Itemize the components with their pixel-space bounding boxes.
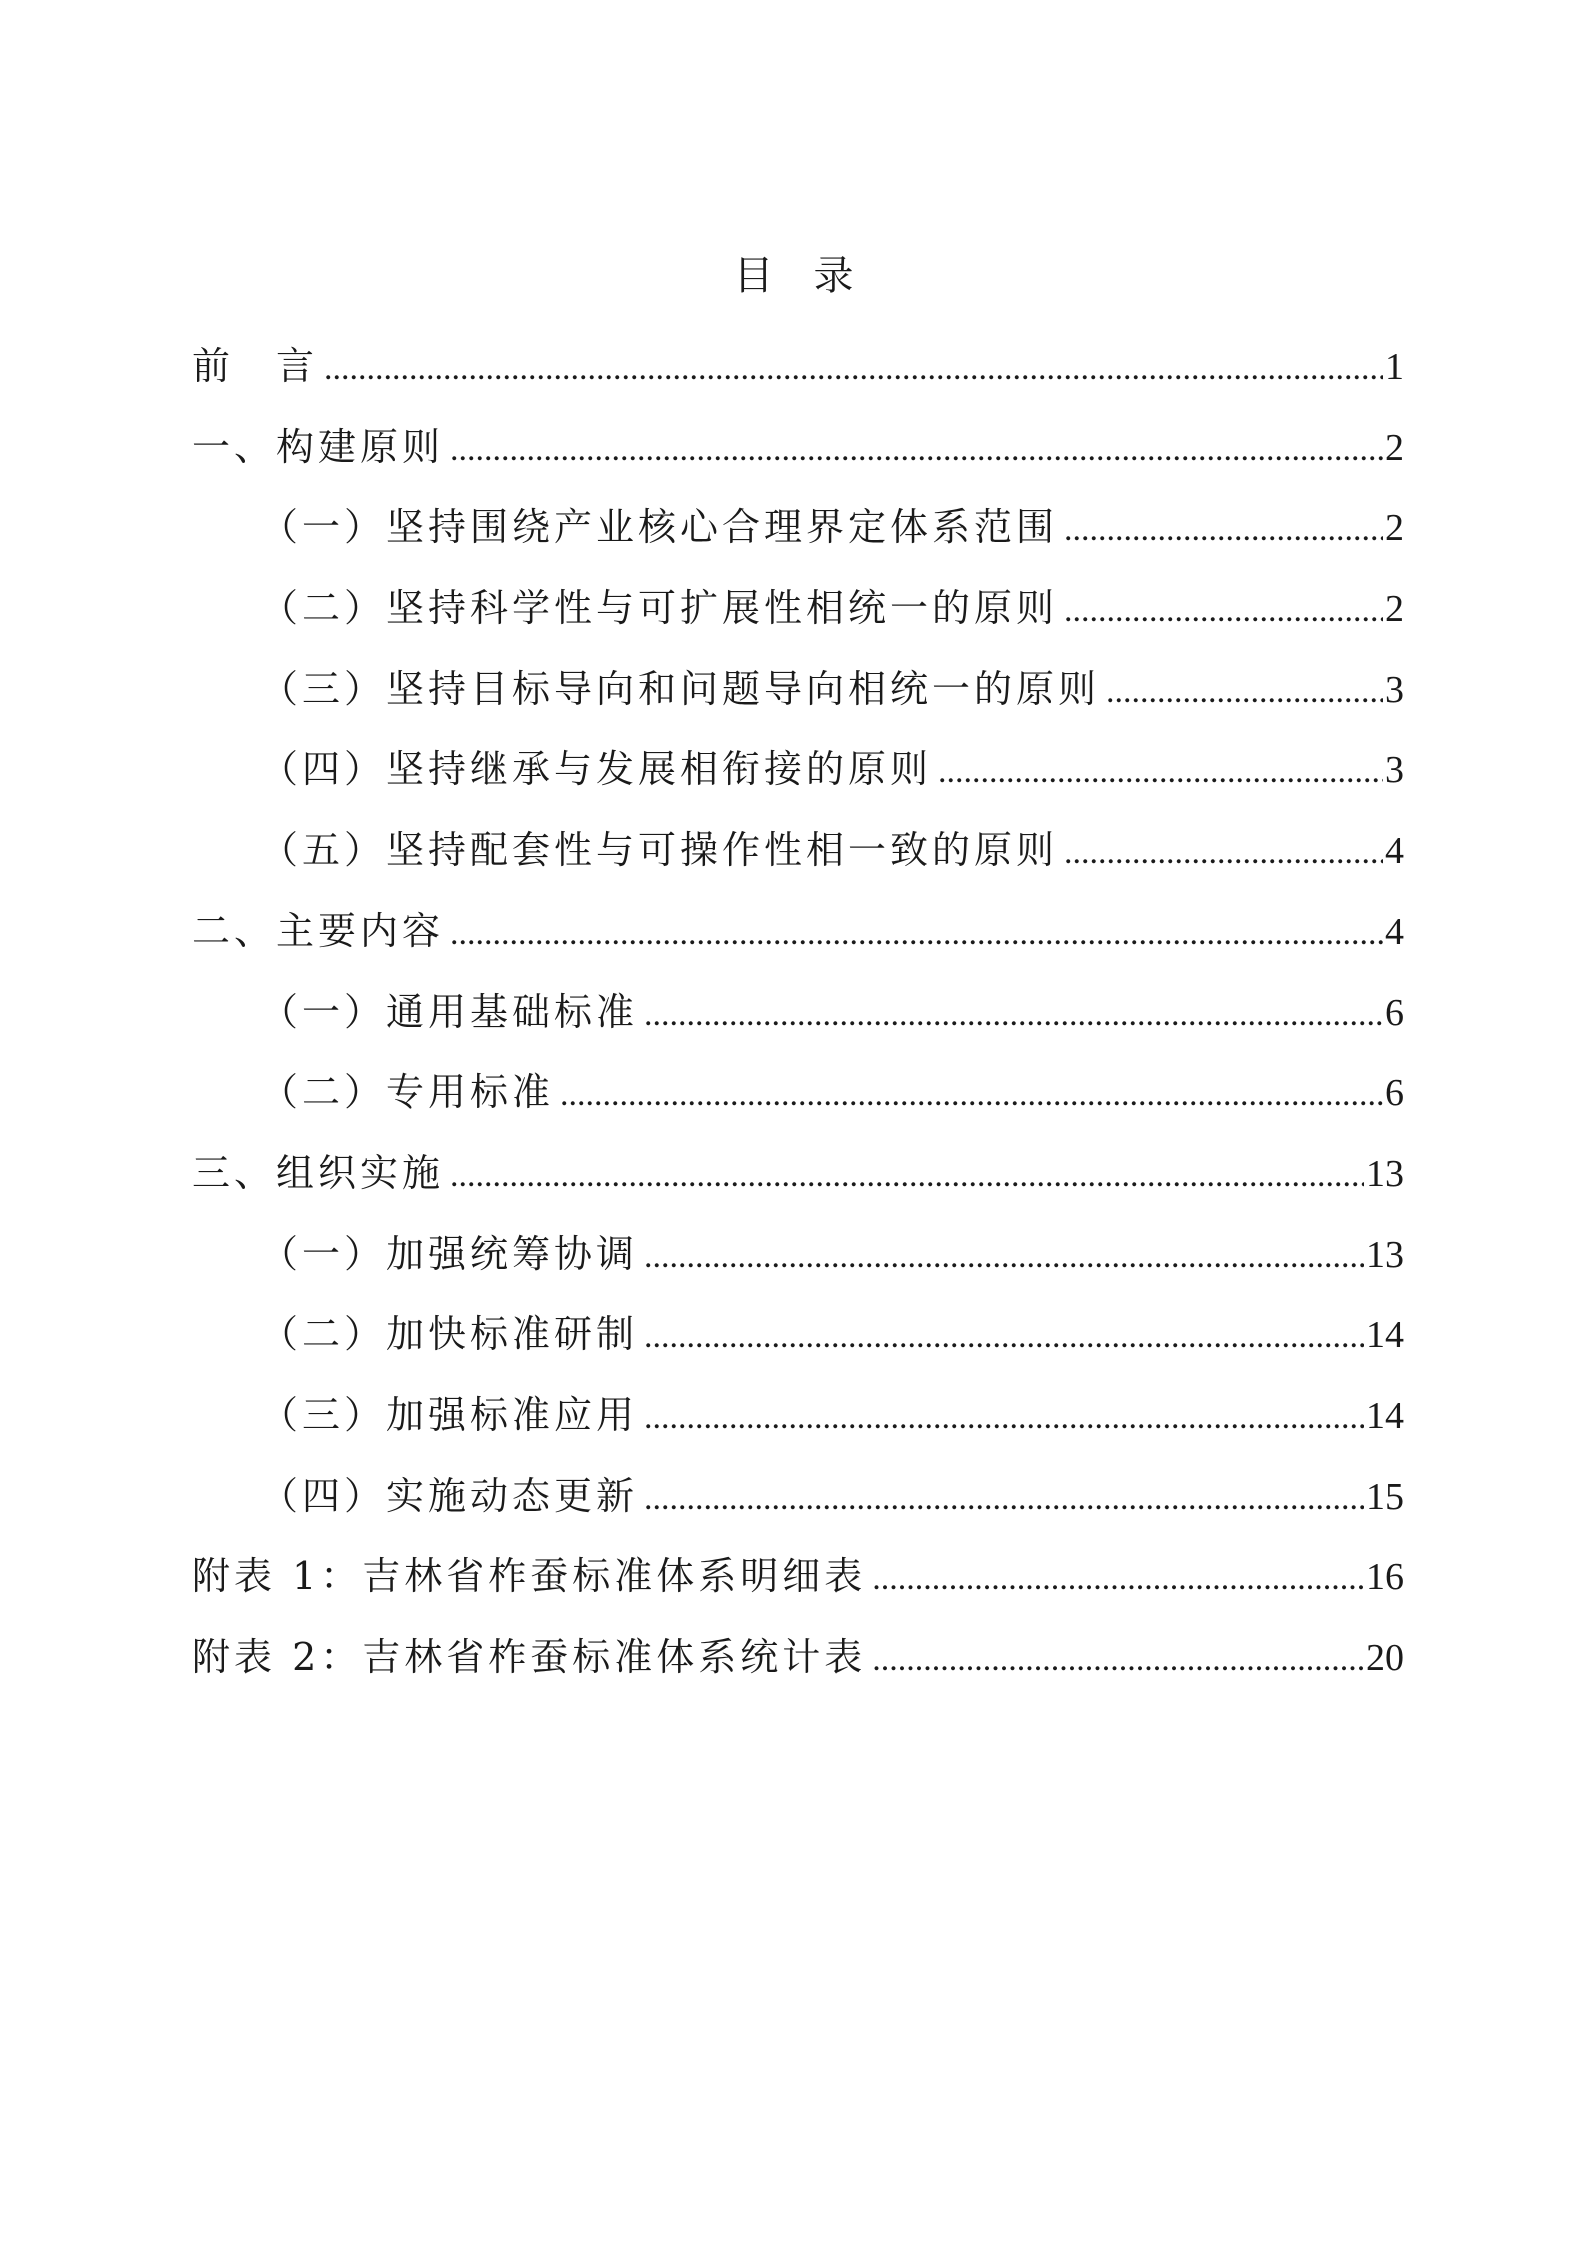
toc-entry[interactable] <box>192 568 1404 649</box>
toc-entry-text: 三、组织实施 <box>192 1150 445 1195</box>
toc-entry-page: 6 <box>1385 991 1404 1034</box>
toc-leader-dots <box>644 1297 1364 1378</box>
toc-leader-dots <box>560 1055 1383 1136</box>
toc-entry[interactable] <box>192 1294 1404 1375</box>
toc-entry-page: 1 <box>1385 346 1404 388</box>
toc-entry-page: 13 <box>1366 1233 1404 1276</box>
toc-entry-text: （一）坚持围绕产业核心合理界定体系范围 <box>260 505 1059 550</box>
toc-entry[interactable] <box>192 1617 1404 1698</box>
toc-entry-page: 2 <box>1385 507 1404 550</box>
toc-leader-dots <box>450 894 1383 975</box>
toc-entry-page: 4 <box>1385 830 1404 873</box>
toc-entry[interactable] <box>192 1375 1404 1456</box>
toc-leader-dots <box>644 1459 1364 1540</box>
toc-leader-dots <box>644 1378 1364 1459</box>
toc-entry[interactable] <box>192 1133 1404 1214</box>
toc-entry-text: 附表 2：吉林省柞蚕标准体系统计表 <box>192 1635 867 1679</box>
toc-entry-text: 一、构建原则 <box>192 424 445 469</box>
toc-list <box>192 326 1404 1698</box>
toc-entry-text: （二）加快标准研制 <box>260 1312 639 1357</box>
toc-entry-page: 16 <box>1366 1556 1404 1599</box>
toc-leader-dots <box>872 1539 1364 1620</box>
toc-entry-page: 15 <box>1366 1475 1404 1518</box>
toc-entry-page: 4 <box>1385 910 1404 953</box>
toc-leader-dots <box>450 1136 1364 1217</box>
toc-entry-text: （一）加强统筹协调 <box>260 1231 639 1276</box>
toc-entry-page: 2 <box>1385 426 1404 469</box>
toc-leader-dots <box>1106 652 1383 733</box>
toc-entry-text: （三）坚持目标导向和问题导向相统一的原则 <box>260 666 1101 711</box>
toc-entry[interactable] <box>192 810 1404 891</box>
toc-leader-dots <box>450 410 1383 491</box>
toc-entry-page: 3 <box>1385 668 1404 711</box>
toc-entry-page: 14 <box>1366 1314 1404 1357</box>
toc-entry-text: 二、主要内容 <box>192 908 445 953</box>
toc-leader-dots <box>644 975 1383 1056</box>
toc-entry-text: （二）坚持科学性与可扩展性相统一的原则 <box>260 586 1059 631</box>
toc-leader-dots <box>1064 813 1383 894</box>
toc-entry-text: （一）通用基础标准 <box>260 989 639 1034</box>
toc-entry-text: （四）坚持继承与发展相衔接的原则 <box>260 747 933 792</box>
toc-entry[interactable] <box>192 1052 1404 1133</box>
toc-entry[interactable] <box>192 1456 1404 1537</box>
toc-title: 目 录 <box>733 253 854 299</box>
toc-leader-dots <box>644 1217 1364 1298</box>
toc-entry-text: （三）加强标准应用 <box>260 1392 639 1437</box>
toc-entry-text: 附表 1：吉林省柞蚕标准体系明细表 <box>192 1554 867 1599</box>
toc-leader-dots <box>1064 490 1383 571</box>
toc-leader-dots <box>938 732 1383 813</box>
toc-leader-dots <box>872 1620 1364 1701</box>
toc-leader-dots <box>324 329 1383 410</box>
toc-entry[interactable] <box>192 729 1404 810</box>
toc-entry-text: 前 言 <box>192 344 319 388</box>
toc-entry-page: 2 <box>1385 588 1404 631</box>
toc-entry[interactable] <box>192 891 1404 972</box>
toc-entry-page: 6 <box>1385 1072 1404 1115</box>
toc-entry[interactable] <box>192 649 1404 730</box>
toc-entry-text: （四）实施动态更新 <box>260 1473 639 1518</box>
toc-entry[interactable] <box>192 1214 1404 1295</box>
toc-entry[interactable] <box>192 972 1404 1053</box>
toc-entry-page: 14 <box>1366 1394 1404 1437</box>
toc-entry[interactable] <box>192 1536 1404 1617</box>
toc-leader-dots <box>1064 571 1383 652</box>
toc-entry-text: （二）专用标准 <box>260 1070 555 1115</box>
toc-entry[interactable] <box>192 407 1404 488</box>
toc-entry[interactable] <box>192 487 1404 568</box>
toc-entry[interactable] <box>192 326 1404 407</box>
toc-entry-page: 20 <box>1366 1637 1404 1679</box>
toc-entry-page: 3 <box>1385 749 1404 792</box>
toc-entry-text: （五）坚持配套性与可操作性相一致的原则 <box>260 828 1059 873</box>
toc-entry-page: 13 <box>1366 1152 1404 1195</box>
